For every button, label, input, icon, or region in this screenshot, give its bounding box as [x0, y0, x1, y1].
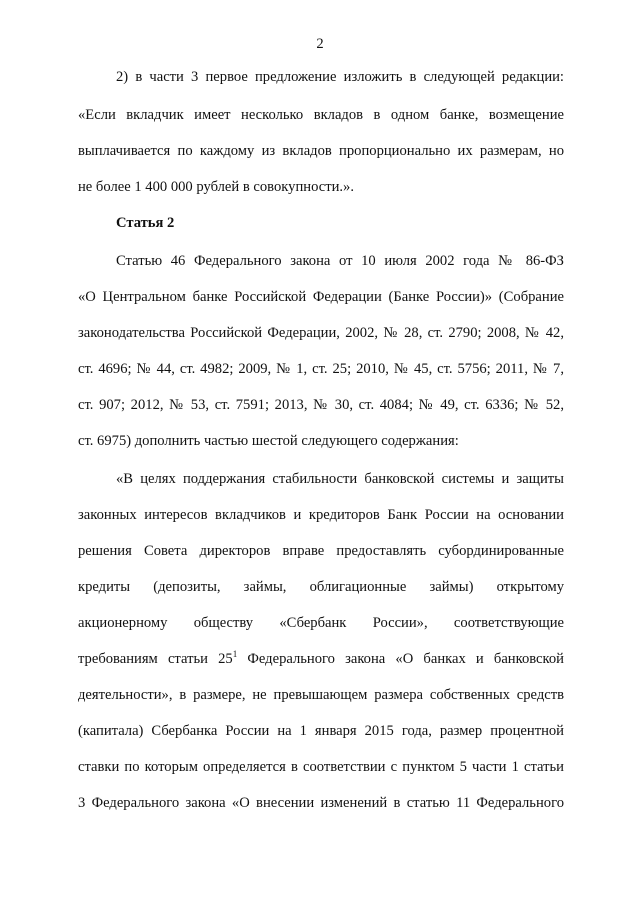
text-line: кредиты (депозиты, займы, облигационные займы) открытому	[78, 579, 564, 595]
text-line: решения Совета директоров вправе предоставлять субординированные	[78, 543, 564, 559]
text-line: 3 Федерального закона «О внесении изменений в статью 11 Федерального	[78, 795, 564, 811]
page-number: 2	[316, 36, 324, 52]
text-fragment: требованиям статьи 25	[78, 651, 233, 667]
text-line: ст. 6975) дополнить частью шестой следующего содержания:	[78, 433, 459, 449]
text-line: «Если вкладчик имеет несколько вкладов в одном банке, возмещение	[78, 107, 564, 123]
text-line: законных интересов вкладчиков и кредиторов Банк России на основании	[78, 507, 564, 523]
superscript: 1	[232, 649, 238, 659]
text-line: акционерному обществу «Сбербанк России», соответствующие	[78, 615, 564, 631]
text-line: «О Центральном банке Российской Федерации (Банке России)» (Собрание	[78, 289, 564, 305]
text-line: законодательства Российской Федерации, 2002, № 28, ст. 2790; 2008, № 42,	[78, 325, 564, 341]
text-line: ст. 907; 2012, № 53, ст. 7591; 2013, № 30, ст. 4084; № 49, ст. 6336; № 52,	[78, 397, 564, 413]
text-line	[78, 650, 564, 668]
text-line: ставки по которым определяется в соответствии с пунктом 5 части 1 статьи	[78, 759, 564, 775]
text-line: деятельности», в размере, не превышающем размера собственных средств	[78, 687, 564, 703]
text-line: выплачивается по каждому из вкладов пропорционально их размерам, но	[78, 143, 564, 159]
text-line: не более 1 400 000 рублей в совокупности.».	[78, 179, 354, 195]
text-line: (капитала) Сбербанка России на 1 января 2015 года, размер процентной	[78, 723, 564, 739]
text-line: 2) в части 3 первое предложение изложить в следующей редакции:	[116, 69, 564, 85]
text-line: ст. 4696; № 44, ст. 4982; 2009, № 1, ст. 25; 2010, № 45, ст. 5756; 2011, № 7,	[78, 361, 564, 377]
text-line: «В целях поддержания стабильности банковской системы и защиты	[116, 471, 564, 487]
text-fragment: Федерального закона «О банках и банковской	[237, 651, 564, 667]
article-heading: Статья 2	[116, 215, 175, 231]
text-line: Статью 46 Федерального закона от 10 июля 2002 года № 86-ФЗ	[116, 253, 564, 269]
